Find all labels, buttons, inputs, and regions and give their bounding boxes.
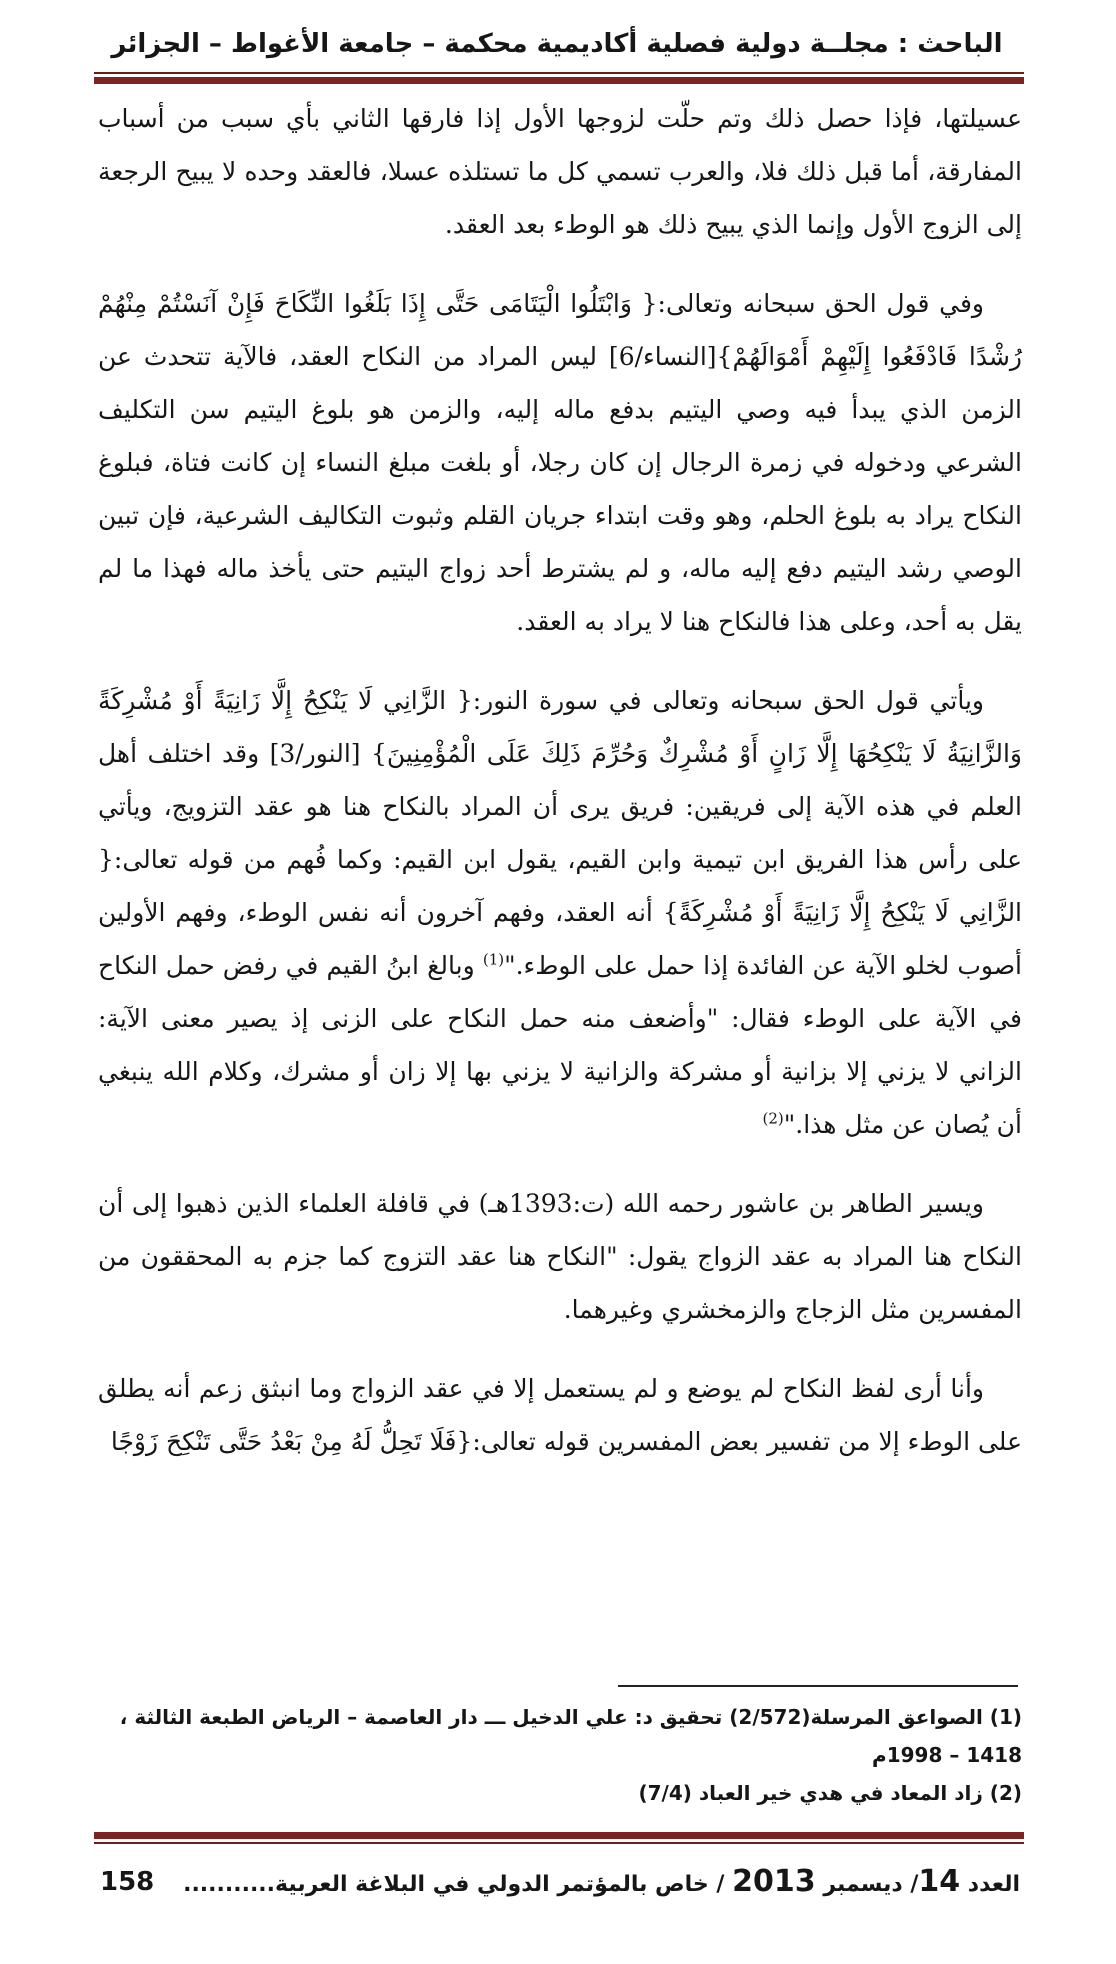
page-header	[96, 20, 1018, 68]
paragraph-1-text: عسيلتها، فإذا حصل ذلك وتم حلّت لزوجها الأول إذا فارقها الثاني بأي سبب من أسباب المفارقة، أما قبل ذلك فلا، والعرب تسمي كل ما تستلذه عسلا، فالعقد وحده لا يبيح الرجعة إلى الزوج الأول وإنما الذي يبيح ذلك هو الوطء بعد العقد.	[98, 104, 1022, 239]
footnotes	[98, 1698, 1022, 1812]
quran-verse-nisa: وَابْتَلُوا الْيَتَامَى حَتَّى إِذَا بَلَغُوا النِّكَاحَ فَإِنْ آنَسْتُمْ مِنْهُمْ رُشْدًا فَادْفَعُوا إِلَيْهِمْ أَمْوَالَهُمْ	[98, 289, 1023, 371]
paragraph-3-intro: ويأتي قول الحق سبحانه وتعالى في سورة النور:{	[446, 686, 984, 715]
quran-verse-baqara: فَلَا تَحِلُّ لَهُ مِنْ بَعْدُ حَتَّى تَنْكِحَ زَوْجًا	[110, 1427, 457, 1456]
footnote-ref-2: (2)	[762, 1109, 784, 1128]
issue-number: 14	[918, 1864, 961, 1899]
header-double-rule	[94, 72, 1024, 84]
paragraph-5-text: وأنا أرى لفظ النكاح لم يوضع و لم يستعمل إلا في عقد الزواج وما انبثق زعم أنه يطلق على الوطء إلا من تفسير بعض المفسرين قوله تعالى:{	[98, 1374, 1022, 1456]
paragraph-2	[98, 277, 1022, 648]
issue-label: العدد	[967, 1872, 1020, 1897]
issue-year: 2013	[732, 1864, 816, 1899]
footnote-1: (1) الصواعق المرسلة(2/572) تحقيق د: علي الدخيل ـــ دار العاصمة – الرياض الطبعة الثالثة ، 1418 – 1998م	[119, 1705, 1022, 1767]
paragraph-4-text: ويسير الطاهر بن عاشور رحمه الله (ت:1393هـ) في قافلة العلماء الذين ذهبوا إلى أن النكاح هنا المراد به عقد الزواج يقول: "النكاح هنا عقد التزوج كما جزم به المحققون من المفسرين مثل الزجاج والزمخشري وغيرهما.	[98, 1189, 1022, 1324]
paragraph-2-text: }[النساء/6] ليس المراد من النكاح العقد، فالآية تتحدث عن الزمن الذي يبدأ فيه وصي اليتيم بدفع ماله إليه، والزمن هو بلوغ اليتيم سن التكليف الشرعي ودخوله في زمرة الرجال إن كان رجلا، أو بلغت مبلغ النساء إن كانت فتاة، فبلوغ النكاح يراد به بلوغ الحلم، وهو وقت ابتداء جريان القلم وثبوت التكاليف الشرعية، فإن تبين الوصي رشد اليتيم دفع إليه ماله، و لم يشترط أحد زواج اليتيم حتى يأخذ ماله فهذا ما لم يقل به أحد، وعلى هذا فالنكاح هنا لا يراد به العقد.	[98, 342, 1022, 636]
page-number: 158	[100, 1867, 155, 1897]
paragraph-3	[98, 674, 1022, 1151]
paragraph-3-text-b: } أنه العقد، وفهم آخرون أنه نفس الوطء، وفهم الأولين أصوب لخلو الآية عن الفائدة إذا حمل على الوطء."	[98, 898, 1022, 980]
paragraph-4	[98, 1177, 1022, 1336]
paragraph-5	[98, 1362, 1022, 1468]
page-footer	[100, 1862, 1020, 1905]
paragraph-3-text-a: } [النور/3] وقد اختلف أهل العلم في هذه الآية إلى فريقين: فريق يرى أن المراد بالنكاح هنا هو عقد التزويج، ويأتي على رأس هذا الفريق ابن تيمية وابن القيم، يقول ابن القيم: وكما فُهم من قوله تعالى:{	[98, 739, 1022, 874]
header-title: الباحث : مجلــة دولية فصلية أكاديمية محكمة – جامعة الأغواط – الجزائر	[111, 29, 1003, 59]
footnote-ref-1: (1)	[482, 950, 505, 969]
footer-double-rule	[94, 1832, 1024, 1844]
issue-note: / خاص بالمؤتمر الدولي في البلاغة العربية...........	[183, 1872, 725, 1897]
article-body	[98, 92, 1022, 1494]
paragraph-3-text-c: وبالغ ابنُ القيم في رفض حمل النكاح في الآية على الوطء فقال: "وأضعف منه حمل النكاح على الزنى إذ يصير معنى الآية: الزاني لا يزني إلا بزانية أو مشركة والزانية لا يزني بها إلا زان أو مشرك، وكلام الله ينبغي أن يُصان عن مثل هذا."	[98, 951, 1022, 1139]
paragraph-2-intro: وفي قول الحق سبحانه وتعالى:{	[631, 289, 984, 318]
footnote-divider	[618, 1685, 1018, 1687]
paragraph-1	[98, 92, 1022, 251]
quran-verse-nur-short: الزَّانِي لَا يَنْكِحُ إِلَّا زَانِيَةً أَوْ مُشْرِكَةً	[678, 898, 1023, 927]
issue-month: / ديسمبر	[823, 1872, 919, 1897]
quran-verse-nur: الزَّانِي لَا يَنْكِحُ إِلَّا زَانِيَةً أَوْ مُشْرِكَةً وَالزَّانِيَةُ لَا يَنْكِحُهَا إِلَّا زَانٍ أَوْ مُشْرِكٌ وَحُرِّمَ ذَلِكَ عَلَى الْمُؤْمِنِينَ	[98, 686, 1023, 768]
footnote-2: (2) زاد المعاد في هدي خير العباد (7/4)	[638, 1781, 1022, 1805]
